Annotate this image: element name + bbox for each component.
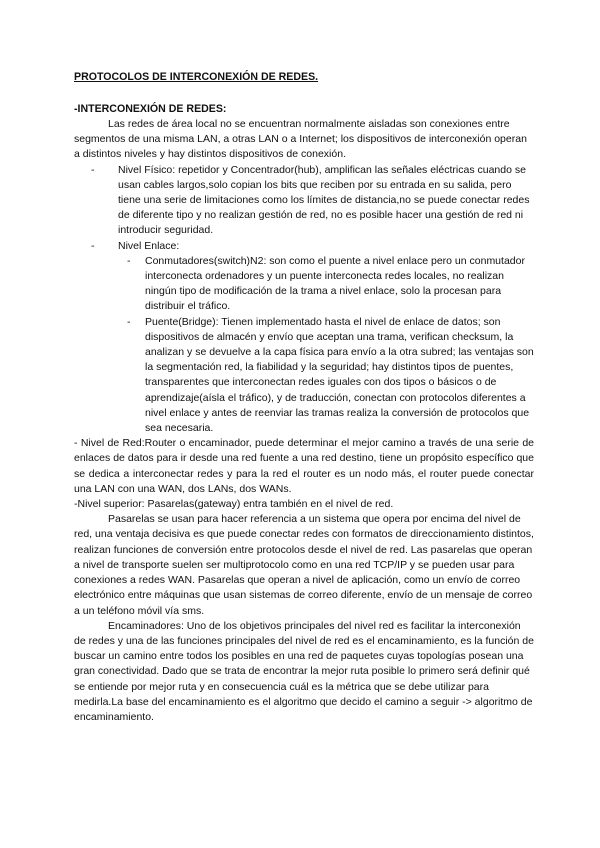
bullet-nivel-enlace: - Nivel Enlace: [74, 239, 534, 254]
paragraph-nivel-red: - Nivel de Red:Router o encaminador, puede determinar el mejor camino a través de una serie de enlaces de datos para ir desde una red fuente a una red destino, tiene un propósito específico que se dedica a interconectar redes y para la red el router es un nodo más, el router puede conectar una LAN con una WAN, dos LANs, dos WANs. [74, 437, 534, 495]
bullet-nivel-fisico: - Nivel Físico: repetidor y Concentrador(hub), amplifican las señales eléctricas cuando se usan cables largos,solo copian los bits que reciben por su entrada en su salida, pero tiene una serie de limitaciones como los límites de distancia,no se puede conectar redes de diferente tipo y no realizan gestión de red, no es posible hacer una gestión de red ni introducir seguridad. [74, 163, 534, 239]
paragraph-nivel-superior: -Nivel superior: Pasarelas(gateway) entra también en el nivel de red. [74, 498, 394, 511]
document-title: PROTOCOLOS DE INTERCONEXIÓN DE REDES. [74, 71, 319, 83]
intro-paragraph: Las redes de área local no se encuentran normalmente aisladas son conexiones entre segmentos de una misma LAN, a otras LAN o a Internet; los dispositivos de interconexión operan a distintos niveles y hay distintos dispositivos de conexión. [74, 118, 527, 161]
sub-bullet-puente: - Puente(Bridge): Tienen implementado hasta el nivel de enlace de datos; son dispositivos de almacén y envío que aceptan una trama, verifican checksum, la analizan y se devuelve a la capa física para envío a la otra subred; las ventajas son la segmentación red, la fiabilidad y la seguridad; hay distintos tipos de puentes, transparentes que interconectan redes iguales con dos tipos o básicos o de aprendizaje(aísla el tráfico), y de traducción, conectan con protocolos diferentes a nivel enlace y antes de reenviar las tramas realiza la conversión de protocolos que sea necesaria. [74, 315, 534, 437]
paragraph-encaminadores: Encaminadores: Uno de los objetivos principales del nivel red es facilitar la interconexión de redes y una de las funciones principales del nivel de red es el encaminamiento, es la función de buscar un camino entre todos los posibles en una red de paquetes cuyas topologías posean una gran conectividad. Dado que se trata de encontrar la mejor ruta posible lo primero será definir qué se entiende por mejor ruta y en consecuencia cuál es la métrica que se debe utilizar para medirla.La base del encaminamiento es el algoritmo que decido el camino a seguir -> algoritmo de encaminamiento. [74, 619, 534, 723]
section-heading: -INTERCONEXIÓN DE REDES: [74, 103, 227, 115]
paragraph-pasarelas: Pasarelas se usan para hacer referencia a un sistema que opera por encima del nivel de red, una ventaja decisiva es que puede conectar redes con formatos de direccionamiento distintos, realizan funciones de conversión entre protocolos desde el nivel de red. Las pasarelas que operan a nivel de transporte suelen ser multiprotocolo como en una red TCP/IP y se pueden usar para conexiones a redes WAN. Pasarelas que operan a nivel de aplicación, como un envío de correo electrónico entre máquinas que usan sistemas de correo diferente, envío de un mensaje de correo a un teléfono móvil vía sms. [74, 513, 534, 617]
document-body [74, 117, 534, 725]
sub-bullet-conmutadores: - Conmutadores(switch)N2: son como el puente a nivel enlace pero un conmutador interconecta ordenadores y un puente interconecta redes locales, no realizan ningún tipo de modificación de la trama a nivel enlace, solo la procesan para distribuir el tráfico. [74, 254, 534, 315]
